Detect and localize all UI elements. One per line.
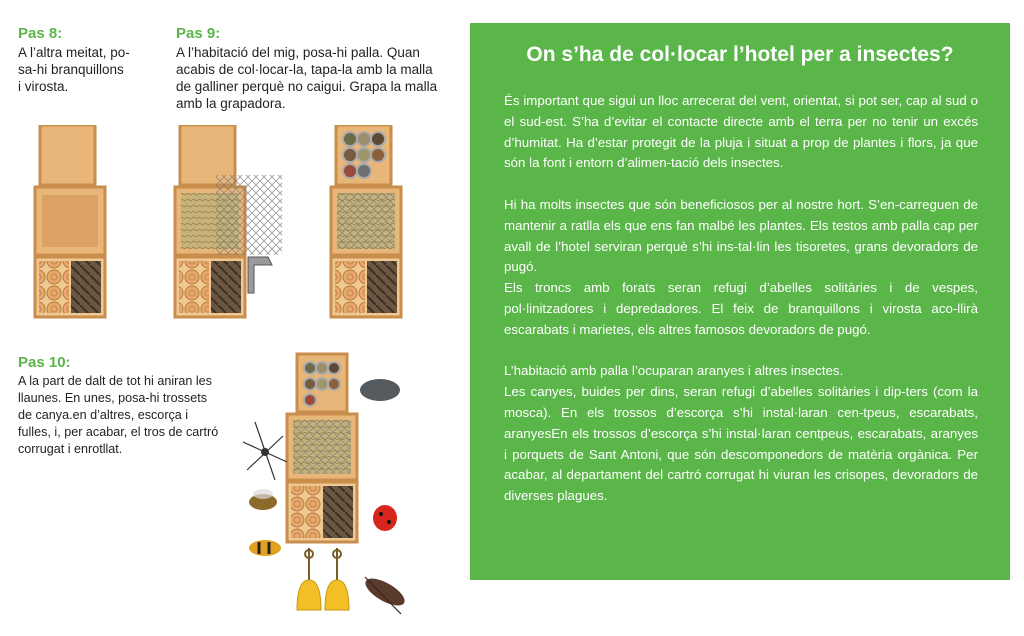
panel-paragraph: Les canyes, buides per dins, seran refugi d’abelles solitàries i dip-ters (com la mosca). En els trossos d’escorça s’hi instal·laran cen-tpeus, escarabats, aranyesEn els trossos d’escorça s’hi instal·laran centpeus, escarabats, aranyes i porquets de Sant Antoni, que són descomponedors de matèria orgànica. Per acabar, al departament del cartró corrugat hi viuran les crisopes, devoradors de diverses plagues. (504, 384, 978, 504)
step-9-line: amb la grapadora. (176, 96, 286, 111)
step-9-title: Pas 9: (176, 25, 221, 42)
panel-paragraph: L’habitació amb palla l’ocuparan aranyes i altres insectes. (504, 363, 844, 379)
step-10-title: Pas 10: (18, 354, 71, 371)
panel-title: On s’ha de col·locar l’hotel per a insectes? (526, 43, 954, 66)
step-9-line: acabis de col·locar-la, tapa-la amb la malla (176, 62, 433, 77)
step-9-final-hotel-illustration (326, 125, 406, 320)
step-8-line: i virosta. (18, 79, 69, 94)
paragraph-gap (504, 341, 978, 362)
step-8-title: Pas 8: (18, 25, 63, 42)
step-9-line: A l’habitació del mig, posa-hi palla. Quan (176, 45, 420, 60)
step-10-line: A la part de dalt de tot hi aniran les (18, 374, 212, 388)
step-10-line: de canya.en d’altres, escorça i (18, 408, 189, 422)
step-9-hotel-illustration (168, 125, 283, 320)
step-10-line: fulles, i, per acabar, el tros de cartró (18, 425, 219, 439)
info-panel (470, 23, 1010, 580)
step-10-text (18, 373, 218, 458)
step-10-hotel-with-insects-illustration (225, 352, 415, 632)
panel-paragraph: Els troncs amb forats seran refugi d’abelles solitàries i de vespes, pol·linitzadores i depredadores. El feix de branquillons i virosta aco-llirà escarabats i marietes, els altres famosos devoradors de pugó. (504, 280, 978, 337)
step-10-line: corrugat i enrotllat. (18, 442, 123, 456)
paragraph-gap (504, 174, 978, 195)
step-8-text (18, 44, 130, 95)
step-9-line: de galliner perquè no caigui. Grapa la malla (176, 79, 438, 94)
panel-body (504, 91, 978, 507)
step-9-text (176, 44, 437, 112)
step-8-line: sa-hi branquillons (18, 62, 124, 77)
step-8-hotel-illustration (30, 125, 110, 320)
panel-paragraph: Hi ha molts insectes que són beneficiosos per al nostre hort. S’en-carreguen de mantenir a ratlla els que ens fan malbé les plantes. Els testos amb palla cap per avall de l’hotel serviran perquè s’hi ins-tal·lin les tisoretes, grans devoradors de pugó. (504, 196, 978, 275)
panel-paragraph: És important que sigui un lloc arrecerat del vent, orientat, si pot ser, cap al sud o el sud-est. S’ha d’evitar el contacte directe amb el terra per no tenir un excés d’humitat. Ha d’estar protegit de la pluja i situat a prop de plantes i flors, ja que són la font i entorn d’alimen-tació dels insectes. (504, 93, 978, 171)
step-8-line: A l’altra meitat, po- (18, 45, 130, 60)
step-10-line: llaunes. En unes, posa-hi trossets (18, 391, 208, 405)
